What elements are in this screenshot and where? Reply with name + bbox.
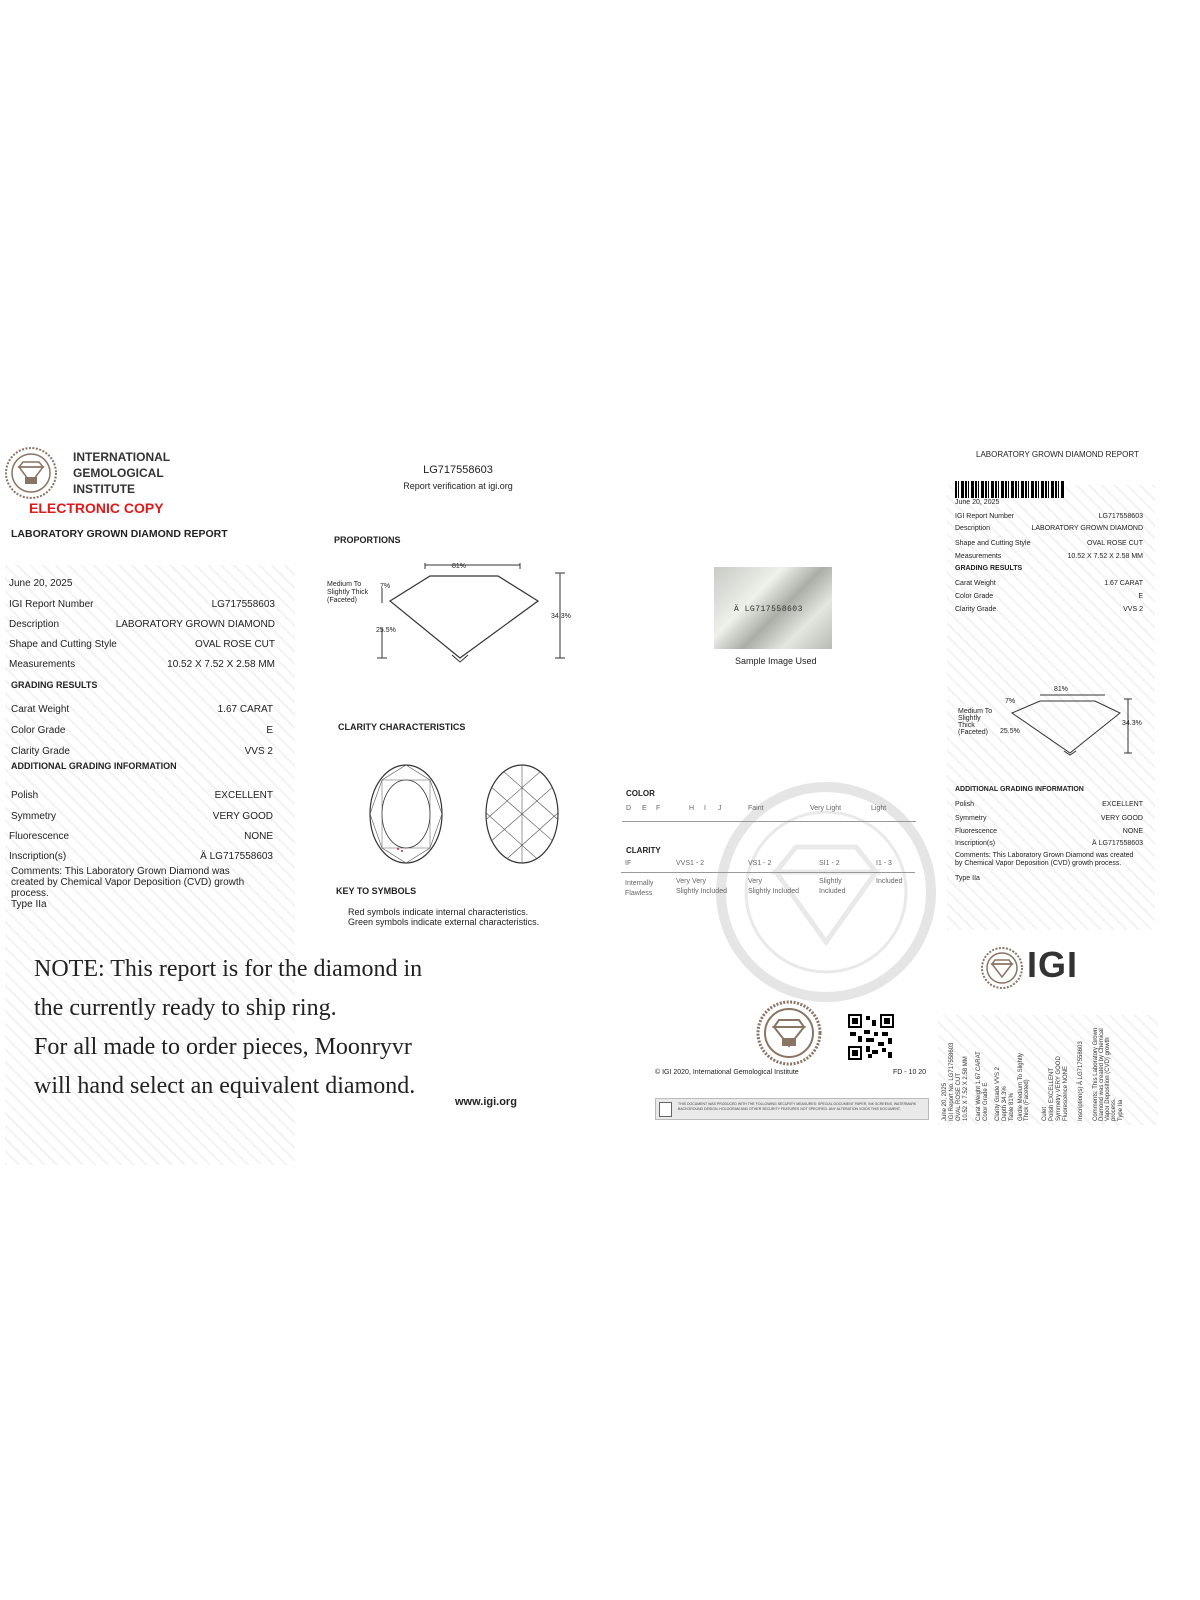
right-table-percentage: 81% bbox=[1054, 686, 1069, 693]
clarity-grade: IF bbox=[625, 860, 632, 867]
oval-pavilion-icon bbox=[484, 763, 560, 865]
right-row: Measurements 10.52 X 7.52 X 2.58 MM bbox=[955, 553, 1143, 560]
left-row: IGI Report Number LG717558603 bbox=[9, 599, 275, 610]
document-icon bbox=[659, 1102, 672, 1117]
right-row: Shape and Cutting Style OVAL ROSE CUT bbox=[955, 540, 1143, 547]
ready-to-ship-note: NOTE: This report is for the diamond in the currently ready to ship ring. For all made to order pieces, Moonryvr will hand select an equivalent diamond. bbox=[34, 956, 423, 1099]
right-grading-row: Clarity Grade VVS 2 bbox=[955, 606, 1143, 613]
clarity-grade: VVS1 - 2 bbox=[676, 860, 705, 867]
diamond-profile-icon bbox=[1000, 693, 1145, 763]
crown-percentage: 7% bbox=[380, 583, 391, 590]
color-scale-heading: COLOR bbox=[626, 789, 655, 798]
right-depth-percentage: 34.3% bbox=[1122, 720, 1142, 727]
right-additional-heading: ADDITIONAL GRADING INFORMATION bbox=[955, 786, 1084, 793]
security-strip bbox=[655, 1098, 929, 1120]
right-report-header: LABORATORY GROWN DIAMOND REPORT bbox=[976, 450, 1139, 459]
right-report-date: June 20, 2025 bbox=[955, 499, 1000, 506]
left-grading-row: Color Grade E bbox=[11, 725, 273, 736]
color-grade: Faint bbox=[748, 805, 764, 812]
key-to-symbols-text: Red symbols indicate internal characteristics. Green symbols indicate external characteristics. bbox=[348, 907, 540, 927]
igi-seal-icon bbox=[981, 947, 1023, 989]
right-additional-row: Symmetry VERY GOOD bbox=[955, 815, 1143, 822]
institute-name-line-3: INSTITUTE bbox=[73, 482, 135, 496]
institute-name-line-1: INTERNATIONAL bbox=[73, 450, 171, 464]
stub-rotated-text: June 20, 2025 IGI Report No. LG717558603 OVAL ROSE CUT 10.52 X 7.52 X 2.58 MM Carat Weight 1.67 CARAT Color Grade E Clarity Grade VVS 2 Depth 34.3% Table 81% Girdle Medium To Slightly Thick (Faceted) Culet Polish EXCELLENT Symmetry VERY GOOD Fluorescence NONE Inscription(s) Ä LG717558603 Comments: This Laboratory Grown Diamond was created by Chemical Vapor Deposition (CVD) growth process. Type IIa bbox=[942, 1027, 1124, 1121]
barcode-icon bbox=[955, 481, 1065, 498]
right-crown-percentage: 7% bbox=[1005, 698, 1016, 705]
left-report-title: LABORATORY GROWN DIAMOND REPORT bbox=[11, 528, 228, 540]
left-comments: Comments: This Laboratory Grown Diamond was created by Chemical Vapor Deposition (CVD) growth process. bbox=[11, 866, 245, 899]
color-scale-line bbox=[622, 821, 916, 822]
left-additional-row: Inscription(s) Ä LG717558603 bbox=[9, 851, 273, 862]
security-text: THIS DOCUMENT WAS PRODUCED WITH THE FOLLOWING SECURITY MEASURES: SPECIAL DOCUMENT PAPER, INK SCREENS, WATERMARK BACKGROUND DESIGN, HOLOGRAM AND OTHER SECURITY FEATURES NOT SPECIFIED. ANY ALTERATION VOIDS THIS DOCUMENT. bbox=[678, 1102, 917, 1111]
sample-inscription-image bbox=[714, 567, 832, 649]
igi-report bbox=[0, 450, 1200, 1165]
right-additional-row: Polish EXCELLENT bbox=[955, 801, 1143, 808]
color-grade: D bbox=[626, 805, 632, 812]
left-grading-heading: GRADING RESULTS bbox=[11, 680, 98, 690]
clarity-description: Very Very Slightly Included bbox=[676, 878, 727, 895]
clarity-characteristics-heading: CLARITY CHARACTERISTICS bbox=[338, 722, 466, 732]
right-row: IGI Report Number LG717558603 bbox=[955, 513, 1143, 520]
left-type: Type IIa bbox=[11, 899, 47, 910]
left-row: Shape and Cutting Style OVAL ROSE CUT bbox=[9, 639, 275, 650]
left-additional-row: Symmetry VERY GOOD bbox=[11, 811, 273, 822]
color-grade: Light bbox=[871, 805, 887, 812]
clarity-description: Included bbox=[876, 878, 903, 885]
left-additional-row: Polish EXCELLENT bbox=[11, 790, 273, 801]
sample-inscription-text: Ä LG717558603 bbox=[734, 605, 803, 614]
form-code: FD - 10 20 bbox=[893, 1069, 927, 1076]
proportions-heading: PROPORTIONS bbox=[334, 535, 401, 545]
diamond-profile-icon bbox=[370, 563, 580, 673]
girdle-label: Medium To Slightly Thick (Faceted) bbox=[327, 581, 369, 604]
right-comments: Comments: This Laboratory Grown Diamond was created by Chemical Vapor Deposition (CVD) growth process. bbox=[955, 852, 1134, 867]
institute-name-line-2: GEMOLOGICAL bbox=[73, 466, 164, 480]
sample-image-caption: Sample Image Used bbox=[735, 656, 817, 666]
igi-logo-text: IGI bbox=[1027, 944, 1079, 985]
clarity-description: Very Slightly Included bbox=[748, 878, 799, 895]
clarity-grade: SI1 - 2 bbox=[819, 860, 840, 867]
color-grade: F bbox=[656, 805, 661, 812]
color-grade: I bbox=[704, 805, 706, 812]
electronic-copy-label: ELECTRONIC COPY bbox=[29, 500, 164, 516]
right-grading-row: Color Grade E bbox=[955, 593, 1143, 600]
color-grade: H bbox=[689, 805, 695, 812]
right-additional-row: Inscription(s) Ä LG717558603 bbox=[955, 840, 1143, 847]
verification-text: Report verification at igi.org bbox=[403, 481, 513, 491]
right-additional-row: Fluorescence NONE bbox=[955, 828, 1143, 835]
table-percentage: 81% bbox=[452, 563, 467, 570]
color-scale bbox=[626, 805, 916, 817]
pavilion-percentage: 25.5% bbox=[376, 627, 396, 634]
clarity-scale-heading: CLARITY bbox=[626, 846, 661, 855]
left-grading-row: Carat Weight 1.67 CARAT bbox=[11, 704, 273, 715]
copyright-text: © IGI 2020, International Gemological Institute bbox=[655, 1069, 799, 1076]
left-report-date: June 20, 2025 bbox=[9, 578, 73, 589]
igi-seal-icon bbox=[756, 1000, 822, 1066]
color-grade: Very Light bbox=[810, 805, 842, 812]
center-report-number: LG717558603 bbox=[423, 464, 493, 476]
left-additional-heading: ADDITIONAL GRADING INFORMATION bbox=[11, 761, 177, 771]
clarity-grade: VS1 - 2 bbox=[748, 860, 772, 867]
color-grade: J bbox=[718, 805, 722, 812]
right-grading-heading: GRADING RESULTS bbox=[955, 565, 1023, 572]
right-row: Description LABORATORY GROWN DIAMOND bbox=[955, 525, 1143, 532]
clarity-scale bbox=[625, 860, 915, 900]
right-grading-row: Carat Weight 1.67 CARAT bbox=[955, 580, 1143, 587]
left-additional-row: Fluorescence NONE bbox=[9, 831, 273, 842]
left-grading-row: Clarity Grade VVS 2 bbox=[11, 746, 273, 757]
right-pavilion-percentage: 25.5% bbox=[1000, 728, 1020, 735]
clarity-description: Internally Flawless bbox=[625, 880, 654, 897]
website-link[interactable]: www.igi.org bbox=[455, 1096, 517, 1108]
qr-code-icon[interactable] bbox=[848, 1014, 894, 1060]
clarity-grade: I1 - 3 bbox=[876, 860, 892, 867]
clarity-scale-line bbox=[621, 872, 915, 873]
igi-seal-icon bbox=[5, 447, 57, 499]
right-girdle-label: Medium To Slightly Thick (Faceted) bbox=[958, 708, 993, 736]
clarity-description: Slightly Included bbox=[819, 878, 846, 895]
left-row: Measurements 10.52 X 7.52 X 2.58 MM bbox=[9, 659, 275, 670]
depth-percentage: 34.3% bbox=[551, 613, 571, 620]
key-to-symbols-heading: KEY TO SYMBOLS bbox=[336, 886, 417, 896]
oval-crown-icon bbox=[368, 763, 444, 865]
right-type: Type IIa bbox=[955, 875, 980, 882]
left-row: Description LABORATORY GROWN DIAMOND bbox=[9, 619, 275, 630]
color-grade: E bbox=[642, 805, 647, 812]
